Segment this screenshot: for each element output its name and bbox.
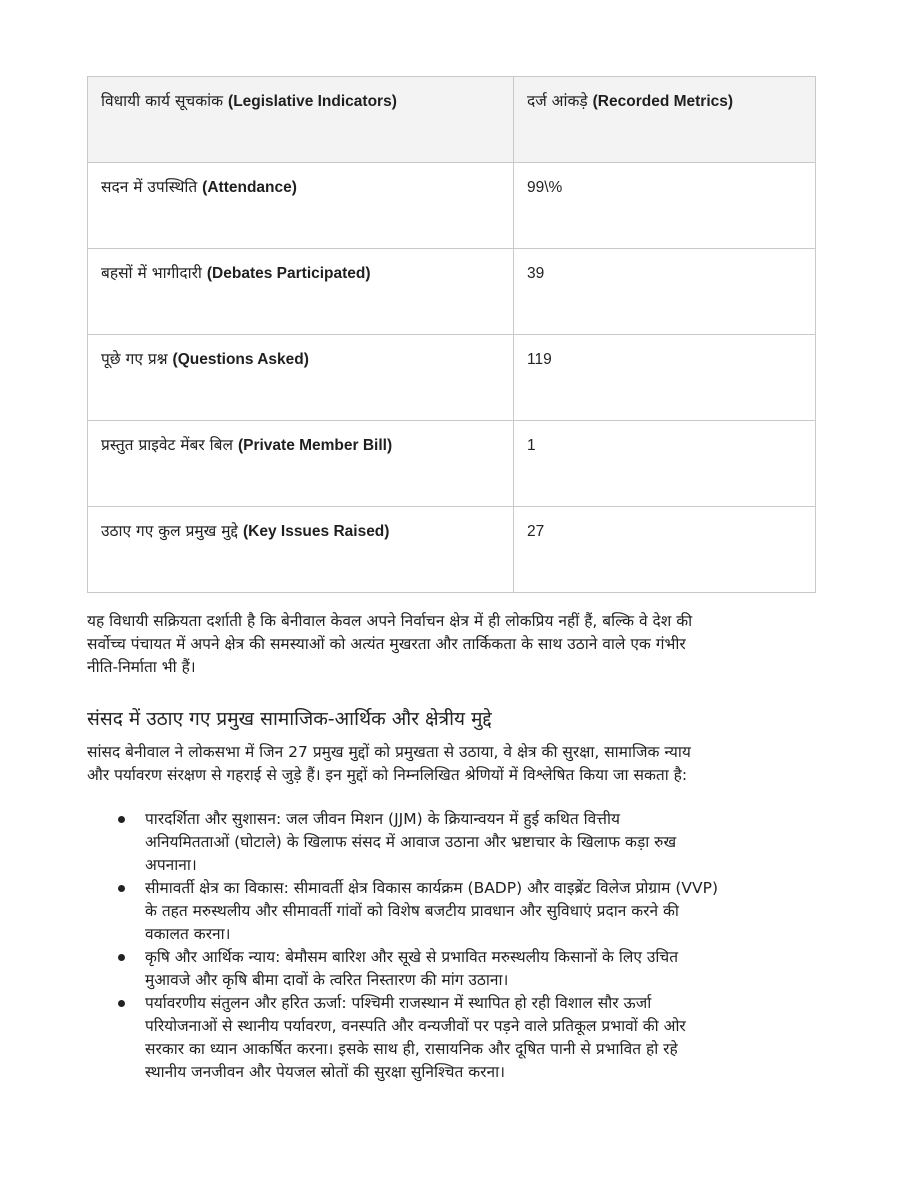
paragraph-line: यह विधायी सक्रियता दर्शाती है कि बेनीवाल केवल अपने निर्वाचन क्षेत्र में ही लोकप्रिय नहीं हैं, बल्कि वे देश की bbox=[87, 612, 693, 630]
table-row bbox=[88, 335, 816, 421]
row-label-private-member-bill bbox=[88, 421, 514, 507]
table-header-row bbox=[88, 77, 816, 163]
bullet-icon bbox=[118, 1000, 125, 1007]
value-key-issues bbox=[514, 507, 816, 593]
label-english: (Key Issues Raised) bbox=[242, 523, 390, 540]
bullet-line: मुआवजे और कृषि बीमा दावों के त्वरित निस्तारण की मांग उठाना। bbox=[145, 971, 509, 989]
legislative-metrics-table bbox=[87, 76, 816, 593]
bullet-icon bbox=[118, 954, 125, 961]
table-row bbox=[88, 249, 816, 335]
label-english: (Questions Asked) bbox=[172, 351, 309, 368]
header-col1-hindi: विधायी कार्य सूचकांक bbox=[101, 92, 224, 110]
bullet-line: वकालत करना। bbox=[145, 925, 231, 943]
value-debates bbox=[514, 249, 816, 335]
value-questions bbox=[514, 335, 816, 421]
value-private-member-bill bbox=[514, 421, 816, 507]
table-row bbox=[88, 507, 816, 593]
list-item bbox=[87, 877, 847, 946]
value-attendance bbox=[514, 163, 816, 249]
label-hindi: उठाए गए कुल प्रमुख मुद्दे bbox=[101, 522, 239, 540]
bullet-line: परियोजनाओं से स्थानीय पर्यावरण, वनस्पति और वन्यजीवों पर पड़ने वाले प्रतिकूल प्रभावों की ओर bbox=[145, 1017, 686, 1035]
row-label-debates bbox=[88, 249, 514, 335]
bullet-line: सीमावर्ती क्षेत्र का विकास: सीमावर्ती क्षेत्र विकास कार्यक्रम (BADP) और वाइब्रेंट विलेज प्रोग्राम (VVP) bbox=[145, 879, 719, 897]
label-english: (Attendance) bbox=[202, 179, 297, 196]
header-col2-english: (Recorded Metrics) bbox=[592, 93, 734, 110]
label-english: (Debates Participated) bbox=[206, 265, 371, 282]
metric-value: 99\% bbox=[527, 179, 563, 196]
header-col2-hindi: दर्ज आंकड़े bbox=[527, 92, 588, 110]
issues-intro-paragraph bbox=[87, 741, 857, 787]
bullet-line: अपनाना। bbox=[145, 856, 197, 874]
metric-value: 39 bbox=[527, 265, 545, 282]
paragraph-line: और पर्यावरण संरक्षण से गहराई से जुड़े हैं। इन मुद्दों को निम्नलिखित श्रेणियों में विश्लेषित किया जा सकता है: bbox=[87, 766, 688, 784]
bullet-line: सरकार का ध्यान आकर्षित करना। इसके साथ ही, रासायनिक और दूषित पानी से प्रभावित हो रहे bbox=[145, 1040, 678, 1058]
label-hindi: बहसों में भागीदारी bbox=[101, 264, 202, 282]
issues-bullet-list bbox=[87, 808, 847, 1084]
paragraph-line: नीति-निर्माता भी हैं। bbox=[87, 658, 196, 676]
header-legislative-indicators bbox=[88, 77, 514, 163]
label-hindi: पूछे गए प्रश्न bbox=[101, 350, 168, 368]
bullet-line: पर्यावरणीय संतुलन और हरित ऊर्जा: पश्चिमी राजस्थान में स्थापित हो रही विशाल सौर ऊर्जा bbox=[145, 994, 652, 1012]
header-col1-english: (Legislative Indicators) bbox=[228, 93, 397, 110]
table-row bbox=[88, 163, 816, 249]
table-row bbox=[88, 421, 816, 507]
activity-summary-paragraph bbox=[87, 610, 857, 679]
metric-value: 27 bbox=[527, 523, 545, 540]
list-item bbox=[87, 808, 847, 877]
bullet-line: कृषि और आर्थिक न्याय: बेमौसम बारिश और सूखे से प्रभावित मरुस्थलीय किसानों के लिए उचित bbox=[145, 948, 679, 966]
metric-value: 119 bbox=[527, 351, 552, 368]
bullet-icon bbox=[118, 885, 125, 892]
list-item bbox=[87, 946, 847, 992]
label-hindi: सदन में उपस्थिति bbox=[101, 178, 198, 196]
row-label-questions bbox=[88, 335, 514, 421]
header-recorded-metrics bbox=[514, 77, 816, 163]
row-label-key-issues bbox=[88, 507, 514, 593]
row-label-attendance bbox=[88, 163, 514, 249]
label-english: (Private Member Bill) bbox=[237, 437, 393, 454]
section-heading: संसद में उठाए गए प्रमुख सामाजिक-आर्थिक और क्षेत्रीय मुद्दे bbox=[87, 708, 492, 730]
list-item bbox=[87, 992, 847, 1084]
paragraph-line: सांसद बेनीवाल ने लोकसभा में जिन 27 प्रमुख मुद्दों को प्रमुखता से उठाया, वे क्षेत्र की सुरक्षा, सामाजिक न्याय bbox=[87, 743, 691, 761]
label-hindi: प्रस्तुत प्राइवेट मेंबर बिल bbox=[101, 436, 234, 454]
metric-value: 1 bbox=[527, 437, 536, 454]
paragraph-line: सर्वोच्च पंचायत में अपने क्षेत्र की समस्याओं को अत्यंत मुखरता और तार्किकता के साथ उठाने वाले एक गंभीर bbox=[87, 635, 686, 653]
bullet-line: अनियमितताओं (घोटाले) के खिलाफ संसद में आवाज उठाना और भ्रष्टाचार के खिलाफ कड़ा रुख bbox=[145, 833, 677, 851]
bullet-line: के तहत मरुस्थलीय और सीमावर्ती गांवों को विशेष बजटीय प्रावधान और सुविधाएं प्रदान करने की bbox=[145, 902, 679, 920]
bullet-icon bbox=[118, 816, 125, 823]
bullet-line: पारदर्शिता और सुशासन: जल जीवन मिशन (JJM) के क्रियान्वयन में हुई कथित वित्तीय bbox=[145, 810, 621, 828]
bullet-line: स्थानीय जनजीवन और पेयजल स्रोतों की सुरक्षा सुनिश्चित करना। bbox=[145, 1063, 505, 1081]
